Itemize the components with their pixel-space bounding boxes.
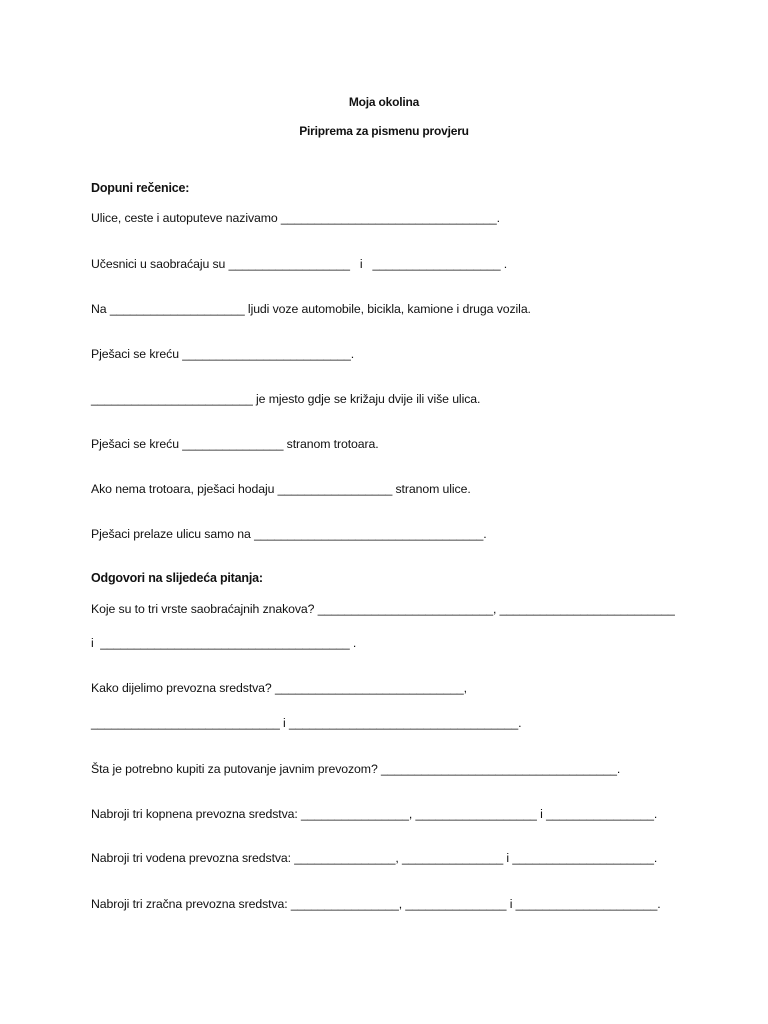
fill-in-line-7: Ako nema trotoara, pješaci hodaju _________________ stranom ulice.: [91, 482, 471, 496]
fill-in-line-5: ________________________ je mjesto gdje se križaju dvije ili više ulica.: [91, 392, 481, 406]
section-heading-complete-sentences: Dopuni rečenice:: [91, 181, 190, 195]
question-line-5: Nabroji tri vodena prevozna sredstva: _______________, _______________ i _____________________.: [91, 851, 658, 865]
fill-in-line-6: Pješaci se kreću _______________ stranom trotoara.: [91, 437, 379, 451]
question-line-1-continued: i _____________________________________ .: [91, 636, 357, 650]
fill-in-line-4: Pješaci se kreću _________________________.: [91, 347, 355, 361]
question-line-2-continued: ____________________________ i __________________________________.: [91, 716, 522, 730]
question-line-2: Kako dijelimo prevozna sredstva? ____________________________,: [91, 681, 467, 695]
question-line-3: Šta je potrebno kupiti za putovanje javnim prevozom? ___________________________________.: [91, 762, 621, 776]
fill-in-line-2: Učesnici u saobraćaju su __________________ i ___________________ .: [91, 257, 508, 271]
section-heading-answer-questions: Odgovori na slijedeća pitanja:: [91, 571, 263, 585]
fill-in-line-8: Pješaci prelaze ulicu samo na __________________________________.: [91, 527, 487, 541]
fill-in-line-3: Na ____________________ ljudi voze automobile, bicikla, kamione i druga vozila.: [91, 302, 531, 316]
document-title: Moja okolina: [348, 95, 420, 109]
document-subtitle: Piriprema za pismenu provjeru: [299, 124, 469, 138]
question-line-1: Koje su to tri vrste saobraćajnih znakova? __________________________, __________________________: [91, 602, 675, 616]
fill-in-line-1: Ulice, ceste i autoputeve nazivamo ________________________________.: [91, 211, 500, 225]
question-line-6: Nabroji tri zračna prevozna sredstva: ________________, _______________ i _____________________.: [91, 897, 661, 911]
question-line-4: Nabroji tri kopnena prevozna sredstva: ________________, __________________ i ________________.: [91, 807, 658, 821]
